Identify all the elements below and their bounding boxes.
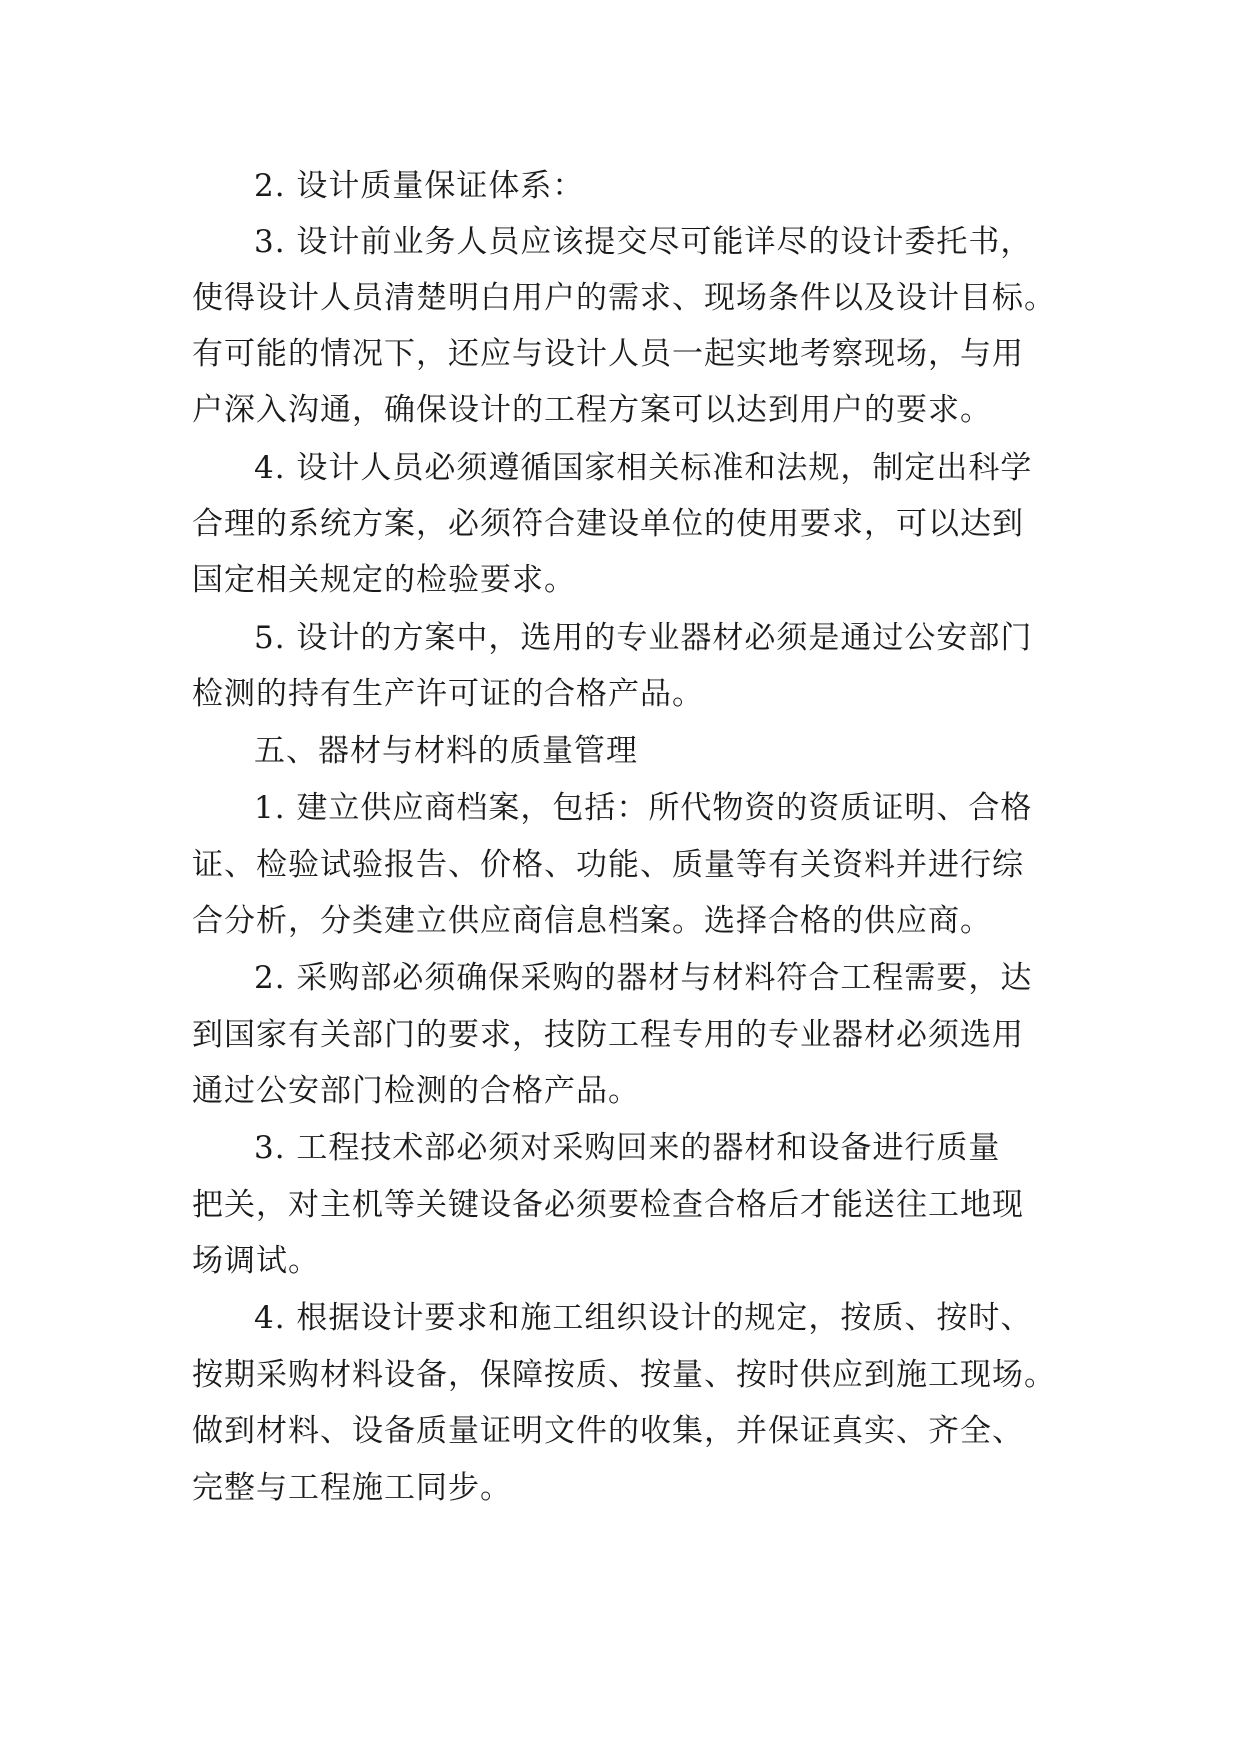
text-line: 4. 根据设计要求和施工组织设计的规定，按质、按时、 [254,1300,1033,1336]
text-line: 2. 采购部必须确保采购的器材与材料符合工程需要，达 [254,960,1033,996]
text-line: 4. 设计人员必须遵循国家相关标准和法规，制定出科学 [254,450,1033,486]
text-line: 5. 设计的方案中，选用的专业器材必须是通过公安部门 [254,620,1033,656]
text-line: 3. 工程技术部必须对采购回来的器材和设备进行质量 [254,1130,1001,1166]
text-line: 做到材料、设备质量证明文件的收集，并保证真实、齐全、 [192,1413,1024,1449]
text-line: 合理的系统方案，必须符合建设单位的使用要求，可以达到 [192,506,1024,542]
text-line: 完整与工程施工同步。 [192,1470,512,1506]
text-line: 国定相关规定的检验要求。 [192,562,576,598]
text-line: 1. 建立供应商档案，包括：所代物资的资质证明、合格 [254,790,1033,826]
text-line: 把关，对主机等关键设备必须要检查合格后才能送往工地现 [192,1187,1024,1223]
text-line: 有可能的情况下，还应与设计人员一起实地考察现场，与用 [192,336,1024,372]
text-line: 场调试。 [192,1243,320,1279]
text-line: 3. 设计前业务人员应该提交尽可能详尽的设计委托书， [254,224,1033,260]
text-line: 使得设计人员清楚明白用户的需求、现场条件以及设计目标。 [192,280,1056,316]
text-line: 通过公安部门检测的合格产品。 [192,1073,640,1109]
text-line: 合分析，分类建立供应商信息档案。选择合格的供应商。 [192,903,992,939]
text-line: 到国家有关部门的要求，技防工程专用的专业器材必须选用 [192,1017,1024,1053]
text-line: 按期采购材料设备，保障按质、按量、按时供应到施工现场。 [192,1357,1056,1393]
text-line: 户深入沟通，确保设计的工程方案可以达到用户的要求。 [192,392,992,428]
section-heading: 五、器材与材料的质量管理 [254,733,638,769]
text-line: 2. 设计质量保证体系： [254,168,585,204]
text-line: 证、检验试验报告、价格、功能、质量等有关资料并进行综 [192,847,1024,883]
text-line: 检测的持有生产许可证的合格产品。 [192,676,704,712]
